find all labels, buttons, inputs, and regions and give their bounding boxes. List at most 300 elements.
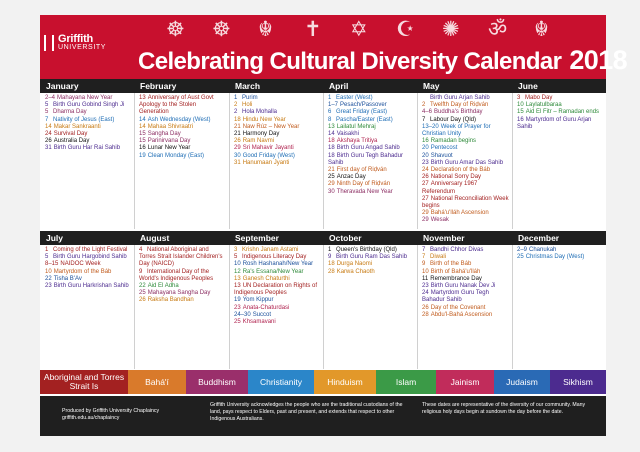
event-name: National Aboriginal and Torres Strait Islander Children's Day (NAICD) (139, 247, 223, 268)
event-name: Mahaa Shivraatri (147, 123, 194, 130)
university-logo (44, 33, 132, 57)
event-date: 18 (328, 138, 335, 145)
event-name: Dharma Day (53, 109, 87, 116)
event-name: Lunar New Year (147, 145, 191, 152)
footer-note: These dates are representative of the diversity of our community. Many religious holy days begin at sundown the day before the date. (422, 402, 586, 415)
calendar-event (328, 124, 415, 131)
month-column (229, 245, 323, 369)
event-name: Anzac Day (336, 174, 366, 181)
calendar-event (45, 117, 132, 124)
event-date: 24 (422, 290, 429, 297)
month-label: October (329, 233, 362, 243)
month-column (323, 93, 417, 229)
event-name: Laylatulbaraa (525, 102, 562, 109)
faith-symbol-icon: ✺ (442, 18, 460, 41)
calendar-event (422, 196, 509, 210)
event-name: Martyrdom of Guru Arjan Sahib (517, 116, 592, 130)
event-name: Birth Guru Gobind Singh Ji (53, 102, 125, 109)
calendar-event (139, 269, 226, 283)
event-name: Pascha/Easter (East) (336, 116, 393, 123)
event-date: 20 (422, 152, 429, 159)
event-name: Birth Guru Amar Das Sahib (430, 159, 504, 166)
event-date: 6 (328, 109, 332, 116)
event-date: 3 (234, 247, 238, 253)
event-date: 15 (139, 131, 146, 138)
calendar-event (422, 167, 509, 174)
faith-symbol-icon: ॐ (488, 18, 508, 41)
calendar-event (422, 210, 509, 217)
event-name: Ganesh Chaturthi (242, 275, 290, 282)
calendar-event (517, 254, 604, 261)
calendar-event (234, 145, 321, 152)
month-label: May (423, 81, 440, 91)
event-date: 29 (234, 145, 241, 152)
event-date: 2 (234, 109, 238, 116)
calendar-year: 2018 (569, 45, 628, 75)
column-divider (323, 245, 324, 369)
event-date: 7 (422, 247, 426, 253)
calendar-event (422, 102, 509, 109)
event-name: Pesach/Passover (340, 102, 387, 109)
event-date: 13–20 (422, 123, 439, 130)
event-name: Aid El Adha (147, 283, 179, 290)
event-name: Birth of Bahá'u'lláh (430, 268, 481, 275)
calendar-event (517, 95, 604, 102)
event-name: Khsamavani (242, 319, 276, 326)
event-name: Coming of the Light Festival (53, 247, 128, 253)
month-label: November (423, 233, 465, 243)
legend-item-indigenous: Aboriginal and Torres Strait Is (40, 370, 128, 394)
event-name: Birth Guru Angad Sahib (336, 145, 400, 152)
event-name: Bandhi Chhor Divas (430, 247, 484, 253)
calendar-event (139, 247, 226, 269)
calendar-event (328, 167, 415, 174)
calendar-event (234, 138, 321, 145)
event-name: Tisha B'Av (53, 275, 82, 282)
event-name: Martyrdom of the Báb (53, 268, 112, 275)
event-name: Christmas Day (West) (525, 254, 585, 261)
event-name: Ash Wednesday (West) (147, 116, 211, 123)
event-name: Mabo Day (525, 95, 553, 101)
event-name: Birth Guru Arjan Sahib (430, 95, 490, 101)
calendar-event (328, 269, 415, 276)
column-divider (134, 93, 135, 229)
event-date: 2–9 (517, 247, 528, 253)
calendar-event (422, 174, 509, 181)
column-divider (229, 245, 230, 369)
event-date: 16 (517, 116, 524, 123)
event-date: 14 (139, 123, 146, 130)
event-date: 18 (328, 152, 335, 159)
calendar-event (234, 109, 321, 116)
calendar-event (422, 261, 509, 268)
event-date: 21 (328, 167, 335, 174)
event-date: 25 (234, 319, 241, 326)
calendar-event (45, 145, 132, 152)
event-date: 2 (422, 102, 426, 109)
calendar-event (422, 254, 509, 261)
event-name: Pentecost (430, 145, 458, 152)
legend-item-buddhism: Buddhism (186, 370, 248, 394)
calendar-event (328, 153, 415, 167)
month-label: January (46, 81, 79, 91)
calendar-event (139, 131, 226, 138)
calendar-event (422, 276, 509, 283)
event-date: 5 (45, 109, 49, 116)
event-name: Birth Guru Harkrishan Sahib (53, 283, 129, 290)
calendar-event (234, 276, 321, 283)
footer-producer-block (62, 408, 212, 422)
month-label: August (140, 233, 170, 243)
calendar-event (422, 95, 509, 102)
calendar-event (139, 290, 226, 297)
event-name: NAIDOC Week (60, 261, 101, 268)
calendar-event (234, 160, 321, 167)
calendar-event (45, 247, 132, 254)
month-label: June (518, 81, 538, 91)
calendar-event (139, 95, 226, 117)
event-date: 7 (422, 116, 426, 123)
event-date: 10 (517, 102, 524, 109)
event-date: 5 (234, 254, 238, 261)
legend-item-bahai: Bahá'í (128, 370, 186, 394)
calendar-event (328, 247, 415, 254)
legend-item-hinduism: Hinduism (314, 370, 376, 394)
column-divider (323, 93, 324, 229)
event-name: Aid El Fitr – Ramadan ends (525, 109, 600, 116)
month-column (229, 93, 323, 229)
event-name: Twelfth Day of Riḍván (430, 102, 489, 109)
event-date: 21 (234, 123, 241, 130)
calendar-event (328, 189, 415, 196)
calendar-sheet (40, 15, 628, 436)
event-name: Birth Guru Nanak Dev Ji (430, 283, 496, 290)
month-column (512, 93, 606, 229)
event-date: 24 (45, 131, 52, 138)
calendar-event (45, 102, 132, 109)
event-date: 29 (422, 217, 429, 224)
event-name: Vaisakhi (336, 131, 359, 138)
calendar-event (422, 160, 509, 167)
event-name: International Day of the World's Indigenous Peoples (139, 268, 214, 282)
calendar-event (422, 305, 509, 312)
event-date: 3 (517, 95, 521, 101)
event-date: 25 (139, 290, 146, 297)
calendar-event (422, 109, 509, 116)
month-column (40, 93, 134, 229)
event-name: Sri Mahavir Jayanti (242, 145, 294, 152)
calendar-event (45, 283, 132, 290)
calendar-event (422, 138, 509, 145)
event-name: UN Declaration on Rights of Indigenous Peoples (234, 283, 318, 297)
faith-symbol-icon: ☬ (258, 18, 273, 41)
month-column (512, 245, 606, 369)
event-name: Buddha's Birthday (434, 109, 483, 116)
event-name: Succot (252, 311, 272, 318)
event-date: 10 (45, 268, 52, 275)
event-name: Easter (West) (336, 95, 373, 101)
column-divider (229, 93, 230, 229)
calendar-event (45, 131, 132, 138)
event-date: 2–4 (45, 95, 56, 101)
event-date: 4–6 (422, 109, 433, 116)
calendar-event (328, 145, 415, 152)
calendar-event (422, 247, 509, 254)
calendar-event (45, 138, 132, 145)
title-text: Celebrating Cultural Diversity Calendar (138, 48, 562, 75)
logo-subtitle: UNIVERSITY (58, 44, 107, 51)
event-date: 10 (422, 268, 429, 275)
faith-symbol-icon: ☸ (212, 18, 231, 41)
event-name: Martyrdom Guru Tegh Bahadur Sahib (422, 290, 489, 304)
calendar-event (45, 261, 132, 268)
calendar-event (422, 269, 509, 276)
calendar-event (328, 138, 415, 145)
event-name: Diwali (430, 254, 447, 261)
calendar-header (40, 15, 628, 79)
event-name: Anniversary of Aust Govt Apology to the Stolen Generation (139, 95, 214, 116)
event-name: Akshaya Tritiya (336, 138, 378, 145)
calendar-event (517, 102, 604, 109)
event-date: 26 (234, 138, 241, 145)
event-date: 9 (139, 268, 143, 275)
month-column (323, 245, 417, 369)
event-date: 12 (234, 268, 241, 275)
event-date: 16 (139, 145, 146, 152)
event-name: Ramadan begins (430, 138, 477, 145)
faith-symbol-icon: ☬ (534, 18, 549, 41)
column-divider (417, 93, 418, 229)
calendar-event (328, 174, 415, 181)
event-name: National Reconciliation Week begins (422, 195, 509, 210)
event-name: Birth Guru Har Rai Sahib (53, 145, 121, 152)
footer-acknowledgement: Griffith University acknowledges the people who are the traditional custodians of the land, pays respect to Elders, past and present, and extends that respect to other Indigenous Australians. (210, 402, 403, 422)
event-date: 25 (517, 254, 524, 261)
footer-producer: Produced by Griffith University Chaplaincy (62, 408, 160, 414)
event-date: 24 (422, 167, 429, 174)
event-date: 29 (422, 210, 429, 217)
event-date: 19 (234, 297, 241, 304)
event-date: 28 (422, 311, 429, 318)
event-name: Mahayana Sangha Day (147, 290, 211, 297)
event-date: 28 (328, 268, 335, 275)
event-name: Hindu New Year (242, 116, 286, 123)
calendar-event (45, 124, 132, 131)
calendar-event (234, 283, 321, 297)
event-date: 1 (328, 95, 332, 101)
event-name: Durga Naomi (336, 261, 373, 268)
event-name: Parinirvana Day (147, 138, 191, 145)
event-date: 20 (422, 145, 429, 152)
event-name: Purim (242, 95, 258, 101)
event-date: 13 (328, 123, 335, 130)
event-name: Day of the Covenant (430, 304, 486, 311)
footer (40, 396, 606, 436)
legend-item-christianity: Christianity (248, 370, 314, 394)
event-name: Yom Kippur (242, 297, 274, 304)
calendar-event (517, 109, 604, 116)
logo-mark-icon (44, 35, 54, 51)
calendar-event (234, 312, 321, 319)
event-date: 1 (234, 95, 238, 101)
event-name: Birth Guru Hargobind Sahib (53, 254, 127, 261)
calendar-event (234, 131, 321, 138)
event-date: 29 (328, 181, 335, 188)
event-name: Australia Day (53, 138, 90, 145)
event-date: 18 (328, 145, 335, 152)
event-name: Krishn Janam Astami (242, 247, 299, 253)
legend-item-sikhism: Sikhism (550, 370, 606, 394)
event-name: Ram Navmi (242, 138, 275, 145)
faith-symbol-icon: ☪ (396, 18, 415, 41)
event-date: 1–7 (328, 102, 339, 109)
event-name: Hanumaan Jyanti (242, 159, 290, 166)
event-name: Shavuot (430, 152, 453, 159)
event-name: Mahayana New Year (57, 95, 113, 101)
logo-name: Griffith (58, 33, 94, 45)
month-column (134, 93, 228, 229)
event-date: 19 (139, 152, 146, 159)
event-name: Rosh Hashanah/New Year (242, 261, 314, 268)
faith-symbol-icon: ☸ (166, 18, 185, 41)
month-label: December (518, 233, 560, 243)
event-date: 26 (422, 304, 429, 311)
event-date: 8–15 (45, 261, 59, 268)
event-name: Good Friday (West) (242, 152, 295, 159)
faith-symbol-icon: ✝ (304, 18, 322, 41)
event-name: Labour Day (Qld) (430, 116, 477, 123)
event-name: First day of Riḍván (336, 167, 387, 174)
event-date: 23 (422, 283, 429, 290)
event-date: 11 (422, 275, 429, 282)
event-name: Nativity of Jesus (East) (53, 116, 115, 123)
legend-item-islam: Islam (376, 370, 436, 394)
event-date: 13 (234, 275, 241, 282)
event-name: Raksha Bandhan (147, 297, 194, 304)
event-name: Ra's Essana/New Year (242, 268, 304, 275)
event-name: Anniversary 1967 Referendum (422, 181, 478, 195)
event-date: 26 (45, 138, 52, 145)
event-date: 26 (139, 297, 146, 304)
calendar-event (45, 276, 132, 283)
event-name: Birth Guru Tegh Bahadur Sahib (328, 152, 403, 166)
event-name: Holi (242, 102, 253, 109)
calendar-event (422, 283, 509, 290)
event-date: 7 (45, 116, 49, 123)
event-name: Survival Day (53, 131, 88, 138)
month-label: September (235, 233, 279, 243)
event-date: 23 (234, 304, 241, 311)
event-date: 2 (234, 102, 238, 109)
tradition-legend (40, 370, 606, 394)
month-label: March (235, 81, 261, 91)
event-date: 4 (139, 247, 143, 253)
event-date: 18 (328, 261, 335, 268)
event-name: Ninth Day of Riḍván (336, 181, 391, 188)
calendar-event (234, 95, 321, 102)
calendar-event (422, 124, 509, 138)
event-date: 26 (422, 174, 429, 181)
event-date: 9 (328, 254, 332, 261)
legend-item-jainism: Jainism (436, 370, 494, 394)
column-divider (512, 245, 513, 369)
calendar-event (422, 181, 509, 195)
event-name: Harmony Day (242, 131, 280, 138)
calendar-event (328, 109, 415, 116)
calendar-event (422, 153, 509, 160)
calendar-event (45, 254, 132, 261)
calendar-event (234, 153, 321, 160)
event-name: Great Friday (East) (336, 109, 388, 116)
event-name: Theravada New Year (336, 188, 393, 195)
column-divider (134, 245, 135, 369)
calendar-event (328, 131, 415, 138)
calendar-event (234, 254, 321, 261)
event-date: 15 (517, 109, 524, 116)
event-date: 22 (139, 283, 146, 290)
calendar-event (45, 109, 132, 116)
event-date: 14 (328, 131, 335, 138)
event-name: Declaration of the Báb (430, 167, 491, 174)
calendar-event (328, 181, 415, 188)
month-column (417, 93, 511, 229)
event-date: 23 (45, 283, 52, 290)
event-name: Birth of the Báb (430, 261, 472, 268)
month-column (40, 245, 134, 369)
month-column (134, 245, 228, 369)
event-date: 31 (45, 145, 52, 152)
calendar-event (139, 283, 226, 290)
event-name: Bahá'u'lláh Ascension (430, 210, 489, 217)
calendar-event (234, 261, 321, 268)
event-date: 30 (234, 152, 241, 159)
calendar-event (139, 145, 226, 152)
event-date: 15 (139, 138, 146, 145)
calendar-event (234, 247, 321, 254)
event-date: 1 (328, 247, 332, 253)
calendar-event (422, 117, 509, 124)
event-name: Remembrance Day (430, 275, 482, 282)
calendar-event (234, 297, 321, 304)
calendar-event (422, 145, 509, 152)
event-name: Sangha Day (147, 131, 181, 138)
event-name: Lailatul Mehraj (336, 123, 376, 130)
event-name: Hola Mohalla (242, 109, 278, 116)
event-name: Naw Rúz – New Year (242, 123, 300, 130)
event-date: 18 (234, 116, 241, 123)
calendar-event (517, 117, 604, 131)
calendar-event (139, 297, 226, 304)
month-label: February (140, 81, 177, 91)
calendar-event (234, 319, 321, 326)
event-date: 13 (139, 95, 146, 101)
event-date: 25 (328, 174, 335, 181)
event-date: 9 (422, 261, 426, 268)
event-name: Birth Guru Ram Das Sahib (336, 254, 408, 261)
event-name: Makar Sankraanti (53, 123, 101, 130)
event-date: 1 (45, 247, 49, 253)
calendar-event (328, 261, 415, 268)
calendar-event (328, 95, 415, 102)
month-label: April (329, 81, 349, 91)
event-date: 5 (45, 254, 49, 261)
calendar-event (139, 153, 226, 160)
month-column (417, 245, 511, 369)
calendar-event (328, 102, 415, 109)
calendar-event (328, 117, 415, 124)
calendar-event (139, 124, 226, 131)
calendar-event (234, 124, 321, 131)
